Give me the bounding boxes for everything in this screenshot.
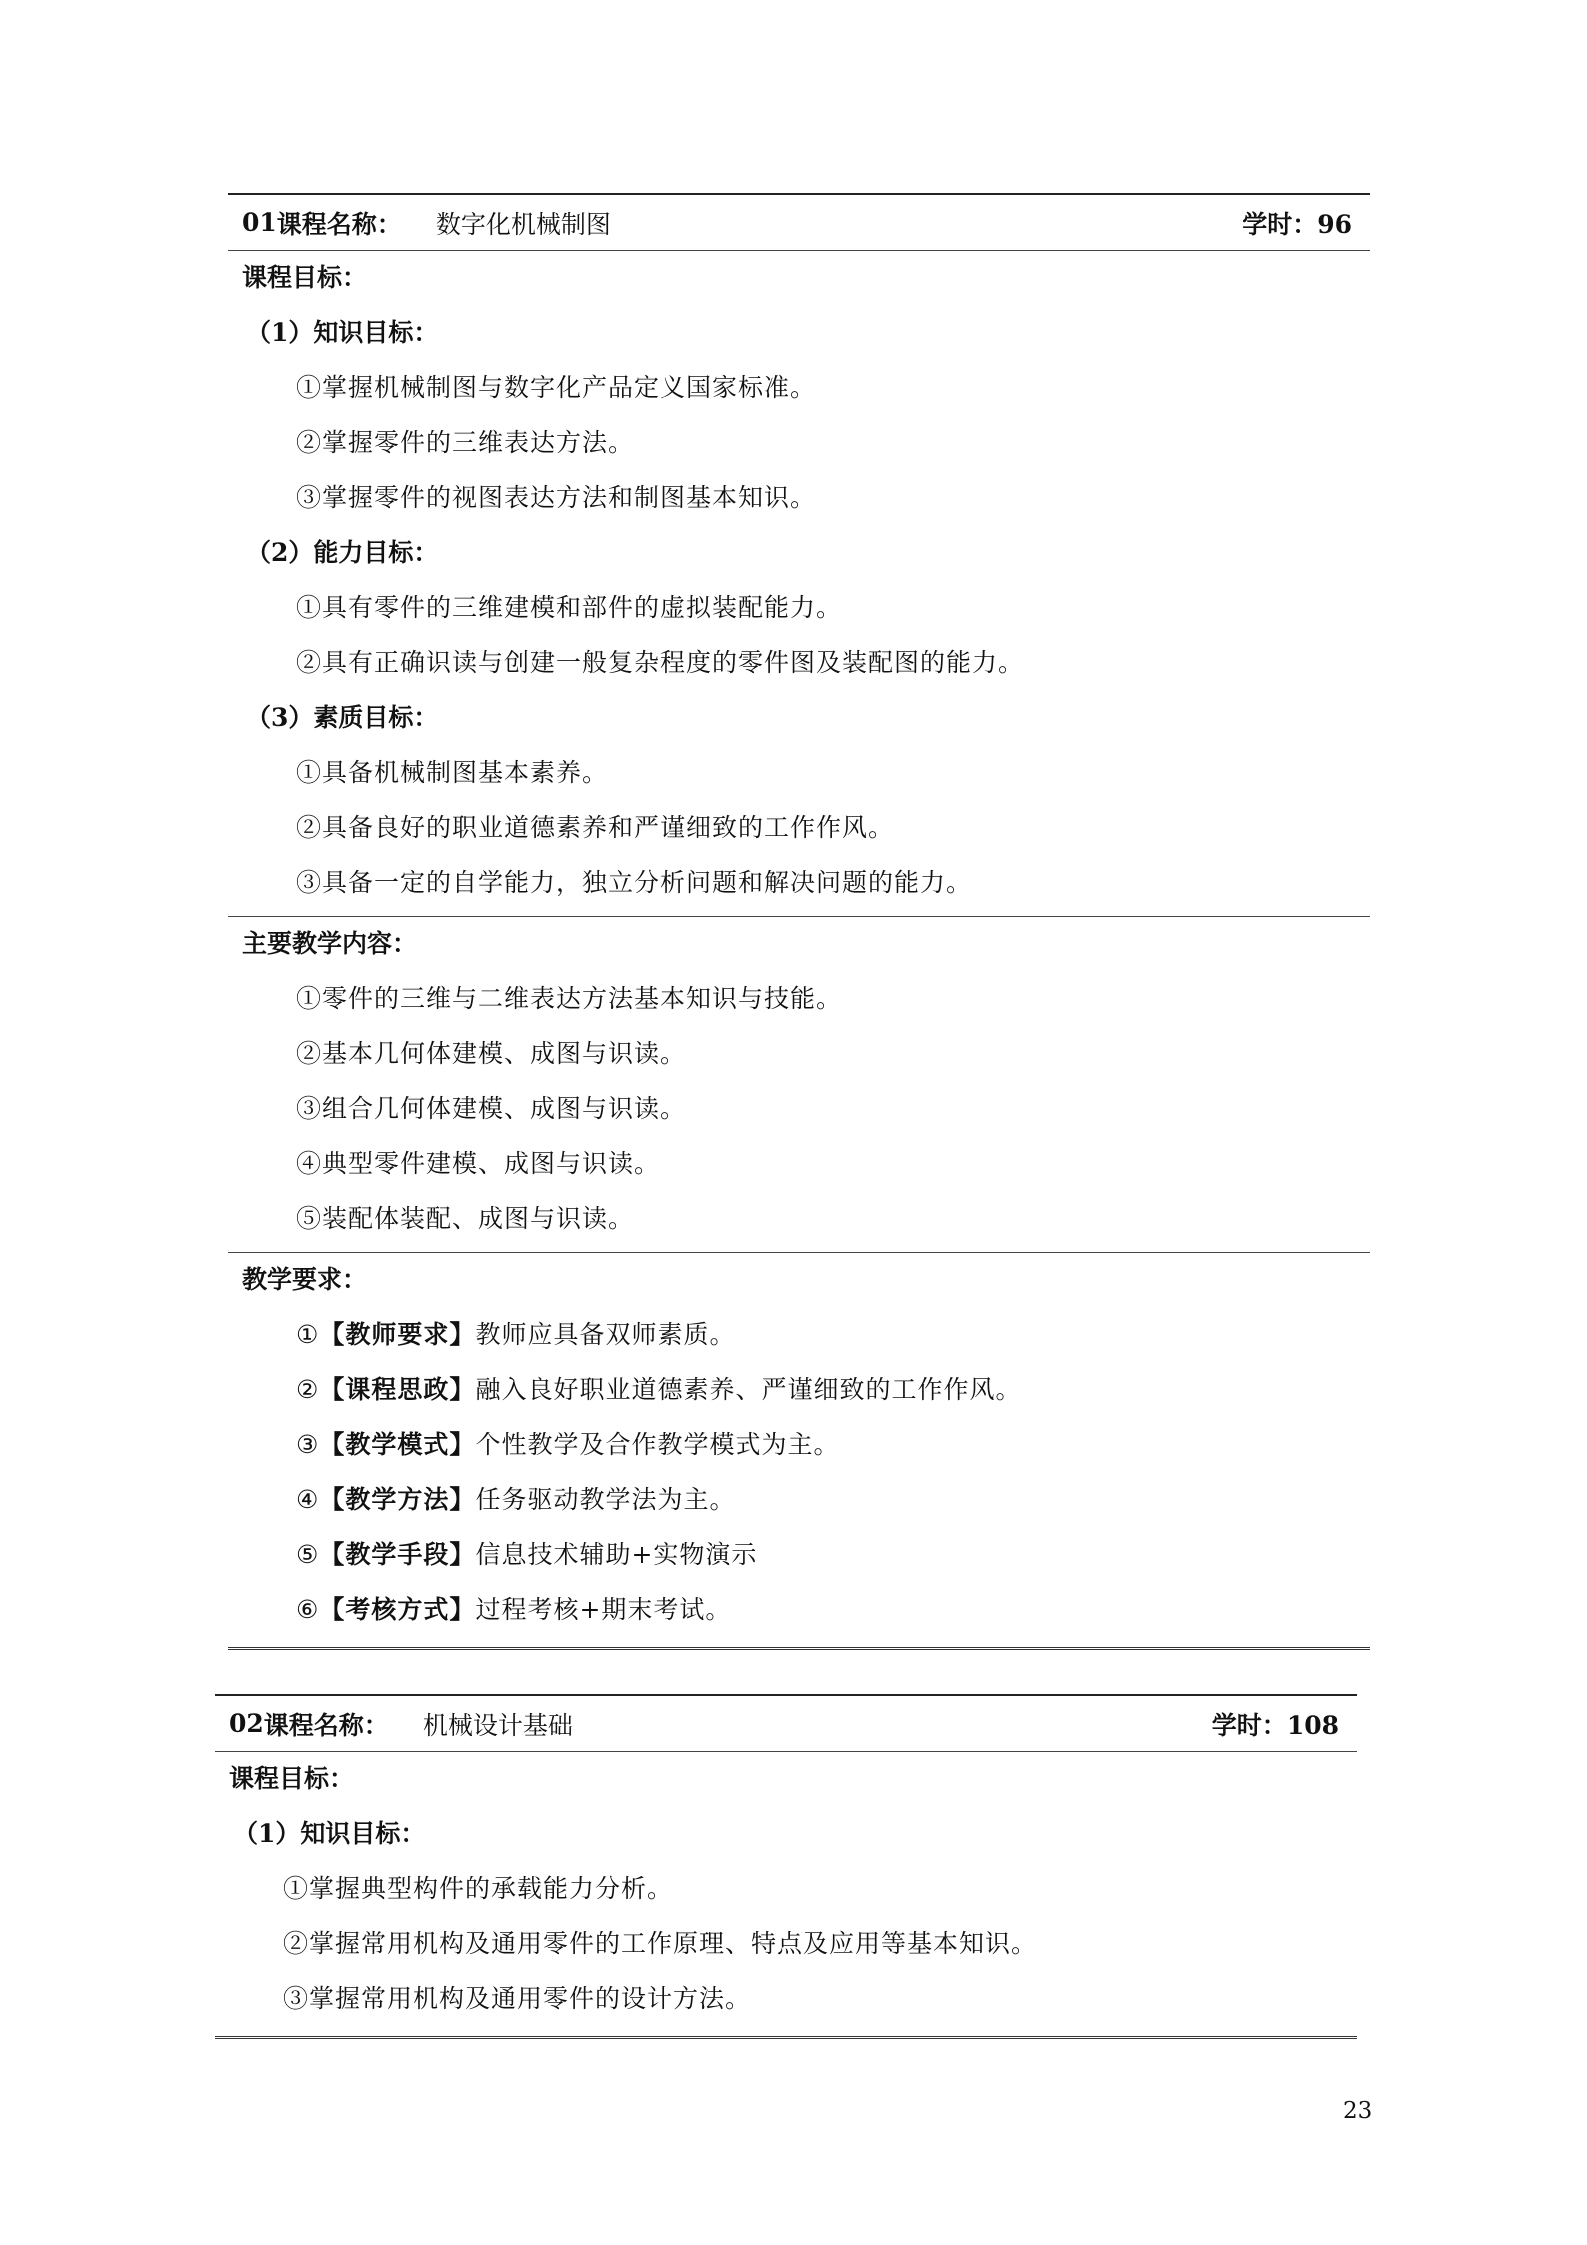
quality-item: ③具备一定的自学能力，独立分析问题和解决问题的能力。 (296, 868, 973, 897)
knowledge-item: ①掌握典型构件的承载能力分析。 (283, 1874, 674, 1903)
page-number: 23 (1343, 2098, 1373, 2124)
course-name: 机械设计基础 (422, 1710, 573, 1740)
requirements-title: 教学要求： (242, 1265, 368, 1294)
requirement-item: ⑥【考核方式】过程考核+期末考试。 (296, 1595, 732, 1624)
requirement-item: ①【教师要求】教师应具备双师素质。 (296, 1320, 736, 1349)
knowledge-item: ③掌握常用机构及通用零件的设计方法。 (283, 1984, 752, 2013)
ability-item: ①具有零件的三维建模和部件的虚拟装配能力。 (296, 593, 843, 622)
course-block-01 (228, 193, 1370, 1650)
objectives-title: 课程目标： (242, 263, 368, 292)
course-header (215, 1694, 1357, 1752)
content-item: ①零件的三维与二维表达方法基本知识与技能。 (296, 984, 843, 1013)
quality-title: （3）素质目标： (246, 703, 439, 732)
course-number: 01 (242, 208, 277, 237)
quality-item: ②具备良好的职业道德素养和严谨细致的工作作风。 (296, 813, 895, 842)
course-number: 02 (229, 1709, 264, 1738)
objectives-section (228, 251, 1370, 917)
requirement-item: ③【教学模式】个性教学及合作教学模式为主。 (296, 1430, 840, 1459)
objectives-section (215, 1752, 1357, 2039)
requirement-item: ②【课程思政】融入良好职业道德素养、严谨细致的工作作风。 (296, 1375, 1022, 1404)
content-item: ⑤装配体装配、成图与识读。 (296, 1204, 635, 1233)
course-hours: 学时：108 (1211, 1710, 1339, 1740)
course-name-label: 课程名称： (263, 1710, 389, 1740)
knowledge-item: ①掌握机械制图与数字化产品定义国家标准。 (296, 373, 817, 402)
requirement-item: ④【教学方法】任务驱动教学法为主。 (296, 1485, 736, 1514)
course-hours: 学时：96 (1242, 209, 1352, 239)
ability-item: ②具有正确识读与创建一般复杂程度的零件图及装配图的能力。 (296, 648, 1025, 677)
knowledge-title: （1）知识目标： (246, 318, 439, 347)
requirement-item: ⑤【教学手段】信息技术辅助+实物演示 (296, 1540, 758, 1569)
knowledge-title: （1）知识目标： (233, 1819, 426, 1848)
course-name-label: 课程名称： (276, 209, 402, 239)
content-item: ②基本几何体建模、成图与识读。 (296, 1039, 687, 1068)
quality-item: ①具备机械制图基本素养。 (296, 758, 609, 787)
ability-title: （2）能力目标： (246, 538, 439, 567)
knowledge-item: ②掌握常用机构及通用零件的工作原理、特点及应用等基本知识。 (283, 1929, 1038, 1958)
course-name: 数字化机械制图 (435, 209, 611, 239)
content-section (228, 917, 1370, 1253)
knowledge-item: ③掌握零件的视图表达方法和制图基本知识。 (296, 483, 817, 512)
content-item: ④典型零件建模、成图与识读。 (296, 1149, 661, 1178)
content-item: ③组合几何体建模、成图与识读。 (296, 1094, 687, 1123)
knowledge-item: ②掌握零件的三维表达方法。 (296, 428, 635, 457)
content-title: 主要教学内容： (242, 929, 418, 958)
course-header (228, 193, 1370, 251)
requirements-section (228, 1253, 1370, 1650)
course-block-02 (215, 1694, 1357, 2039)
objectives-title: 课程目标： (229, 1764, 355, 1793)
